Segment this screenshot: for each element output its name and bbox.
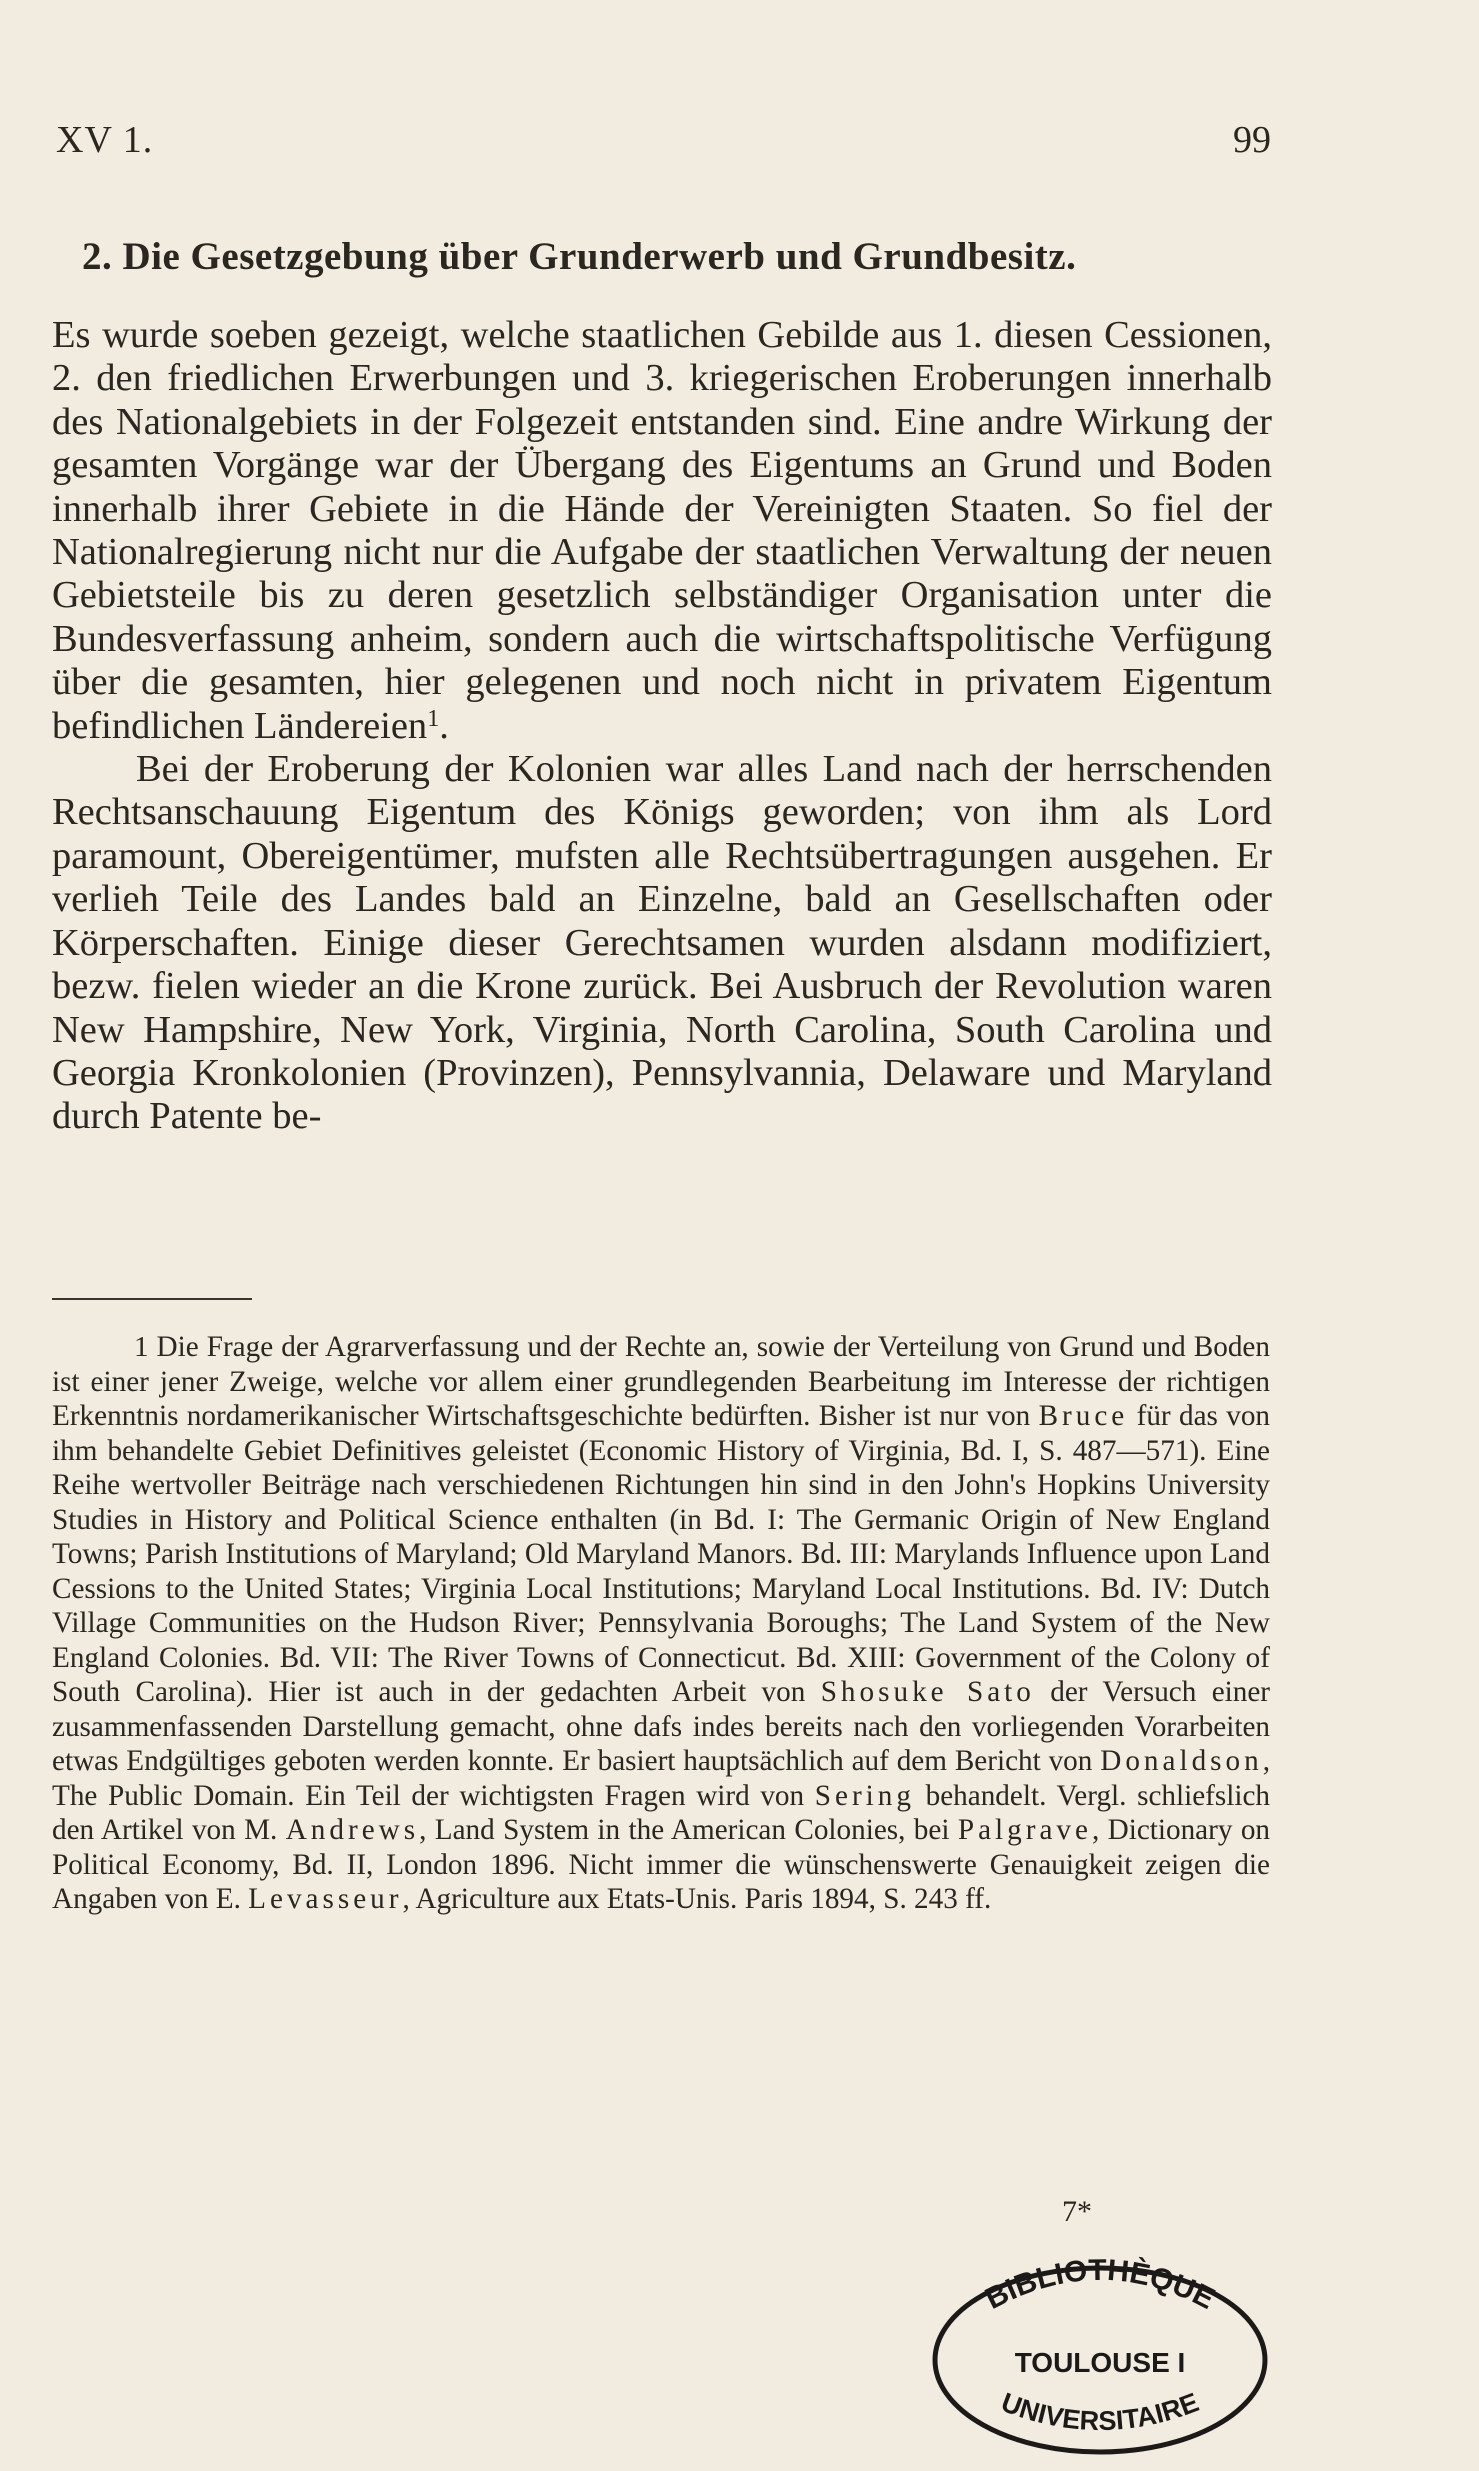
author-name: Donaldson [1100, 1745, 1263, 1777]
footnote-text: , Dictionary on Political Economy, Bd. II, London 1896. Nicht immer die wünschenswerte Genauigkeit zeigen die Angaben von E. [52, 1814, 1271, 1915]
stamp-line-3: UNIVERSITAIRE [997, 2387, 1203, 2437]
footnote-text: , Land System in the American Colonies, bei [419, 1814, 950, 1846]
footnote-mark: 1 [134, 1331, 149, 1363]
body-text [52, 314, 1272, 1139]
paragraph-1 [52, 314, 1272, 748]
footnote-text: , The Public Domain. Ein Teil der wichtigsten Fragen wird von [52, 1745, 1271, 1812]
author-name: Palgrave [957, 1814, 1092, 1846]
footnote-text: der Versuch einer zusammenfassenden Darstellung gemacht, ohne dafs indes bereits nach den vorliegenden Vorarbeiten etwas Endgültiges geboten werden konnte. Er basiert hauptsächlich auf dem Bericht von [52, 1676, 1271, 1777]
footnote-rule [52, 1298, 252, 1300]
library-stamp [920, 2240, 1280, 2460]
chapter-marker: XV 1. [56, 119, 154, 161]
footnote-text: Die Frage der Agrarverfassung und der Rechte an, sowie der Verteilung von Grund und Boden ist einer jener Zweige, welche vor allem einer grundlegenden Bearbeitung im Interesse der richtigen Erkenntnis nordamerikanischer Wirtschaftsgeschichte bedürften. Bisher ist nur von [52, 1331, 1270, 1432]
stamp-line-2: TOULOUSE I [1014, 2347, 1186, 2378]
author-name: Shosuke Sato [820, 1676, 1035, 1708]
footnote-text: für das von ihm behandelte Gebiet Definitives geleistet (Economic History of Virginia, Bd. I, S. 487—571). Eine Reihe wertvoller Beiträge nach verschiedenen Richtungen hin sind in den John's Hopkins University Studies in History and Political Science enthalten (in Bd. I: The Germanic Origin of New England Towns; Parish Institutions of Maryland; Old Maryland Manors. Bd. III: Marylands Influence upon Land Cessions to the United States; Virginia Local Institutions; Maryland Local Institutions. Bd. IV: Dutch Village Communities on the Hudson River; Pennsylvania Boroughs; The Land System of the New England Colonies. Bd. VII: The River Towns of Connecticut. Bd. XIII: Government of the Colony of South Carolina). Hier ist auch in der gedachten Arbeit von [52, 1400, 1271, 1708]
author-name: Bruce [1038, 1400, 1129, 1432]
paragraph-2: Bei der Eroberung der Kolonien war alles Land nach der herrschenden Rechtsanschauung Eigentum des Königs geworden; von ihm als Lord paramount, Obereigentümer, mufsten alle Rechtsübertragungen ausgehen. Er verlieh Teile des Landes bald an Einzelne, bald an Gesellschaften oder Körperschaften. Einige dieser Gerechtsamen wurden alsdann modifiziert, bezw. fielen wieder an die Krone zurück. Bei Ausbruch der Revolution waren New Hampshire, New York, Virginia, North Carolina, South Carolina und Georgia Kronkolonien (Provinzen), Pennsylvannia, Delaware und Maryland durch Patente be- [52, 748, 1272, 1138]
footnote-text: behandelt. Vergl. schliefslich den Artikel von M. [52, 1779, 1271, 1846]
author-name: Andrews [285, 1814, 420, 1846]
page-number: 99 [1233, 119, 1271, 161]
author-name: Sering [814, 1779, 915, 1812]
footnote-text: , Agriculture aux Etats-Unis. Paris 1894, S. 243 ff. [402, 1883, 992, 1915]
running-head [56, 118, 1271, 168]
footnote-reference[interactable]: 1 [427, 705, 440, 732]
paragraph-1-end: . [439, 704, 449, 747]
footnote [52, 1330, 1270, 1917]
section-title: 2. Die Gesetzgebung über Grunderwerb und Grundbesitz. [82, 235, 1077, 278]
paragraph-1-text: Es wurde soeben gezeigt, welche staatlichen Gebilde aus 1. diesen Cessionen, 2. den friedlichen Erwerbungen und 3. kriegerischen Eroberungen innerhalb des Nationalgebiets in der Folgezeit entstanden sind. Eine andre Wirkung der gesamten Vorgänge war der Übergang des Eigentums an Grund und Boden innerhalb ihrer Gebiete in die Hände der Vereinigten Staaten. So fiel der Nationalregierung nicht nur die Aufgabe der staatlichen Verwaltung der neuen Gebietsteile bis zu deren gesetzlich selbständiger Organisation unter die Bundesverfassung anheim, sondern auch die wirtschaftspolitische Verfügung über die gesamten, hier gelegenen und noch nicht in privatem Eigentum befindlichen Ländereien [52, 314, 1272, 747]
author-name: Levasseur [248, 1883, 403, 1915]
stamp-line-1: BIBLIOTHÈQUE [980, 2253, 1220, 2316]
signature-mark: 7* [1062, 2195, 1092, 2228]
